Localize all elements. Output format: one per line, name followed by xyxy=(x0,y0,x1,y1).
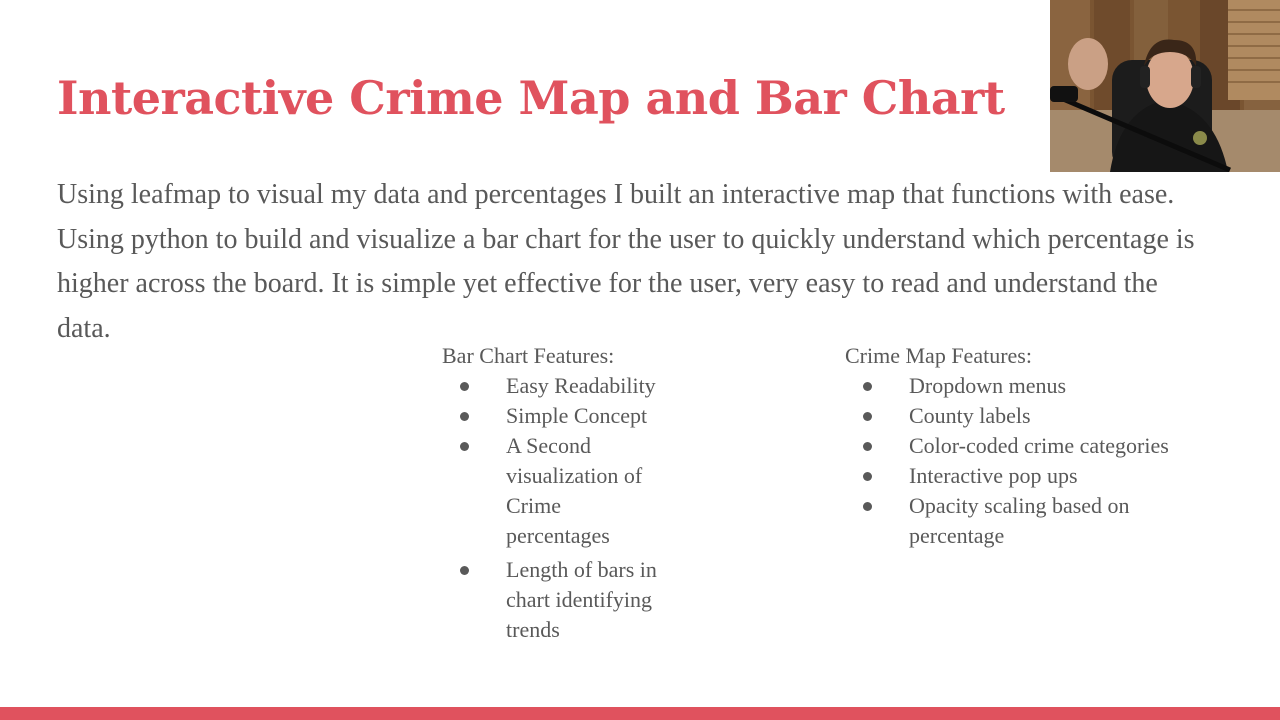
bullet-icon xyxy=(863,442,872,451)
crime-map-features-heading: Crime Map Features: xyxy=(845,343,1032,368)
bar-chart-features-heading: Bar Chart Features: xyxy=(442,343,615,368)
slide-title: Interactive Crime Map and Bar Chart xyxy=(57,71,1005,125)
list-item-text: County labels xyxy=(909,403,1031,428)
list-item-text: Opacity scaling based on percentage xyxy=(909,493,1130,548)
list-item-text: Easy Readability xyxy=(506,373,656,398)
bullet-icon xyxy=(460,442,469,451)
list-item-text: Dropdown menus xyxy=(909,373,1067,398)
bullet-icon xyxy=(460,566,469,575)
list-item xyxy=(442,431,666,551)
bullet-icon xyxy=(460,412,469,421)
webcam-person-icon xyxy=(1050,0,1280,172)
bar-chart-features-section xyxy=(442,341,702,645)
list-item xyxy=(845,371,1225,401)
crime-map-features-list xyxy=(845,371,1225,551)
list-item xyxy=(845,401,1225,431)
list-item xyxy=(442,555,666,645)
list-item xyxy=(845,461,1225,491)
list-item-text: Color-coded crime categories xyxy=(909,433,1169,458)
bullet-icon xyxy=(863,502,872,511)
bullet-icon xyxy=(863,382,872,391)
list-item xyxy=(845,491,1159,551)
list-item-text: Interactive pop ups xyxy=(909,463,1078,488)
bottom-accent-bar xyxy=(0,707,1280,720)
list-item xyxy=(845,431,1225,461)
bullet-icon xyxy=(460,382,469,391)
list-item-text: Length of bars in chart identifying trends xyxy=(506,557,657,642)
crime-map-features-section xyxy=(845,341,1225,551)
list-item-text: Simple Concept xyxy=(506,403,648,428)
slide-intro-paragraph: Using leafmap to visual my data and percentages I built an interactive map that functions with ease. Using python to build and visualize a bar chart for the user to quickly understand which percentage is higher across the board. It is simple yet effective for the user, very easy to read and understand the data. xyxy=(57,179,1195,344)
list-item-text: A Second visualization of Crime percentages xyxy=(506,433,643,548)
list-item xyxy=(442,401,666,431)
webcam-overlay xyxy=(1050,0,1280,172)
bullet-icon xyxy=(863,412,872,421)
list-item xyxy=(442,371,666,401)
bullet-icon xyxy=(863,472,872,481)
bar-chart-features-list xyxy=(442,371,702,645)
